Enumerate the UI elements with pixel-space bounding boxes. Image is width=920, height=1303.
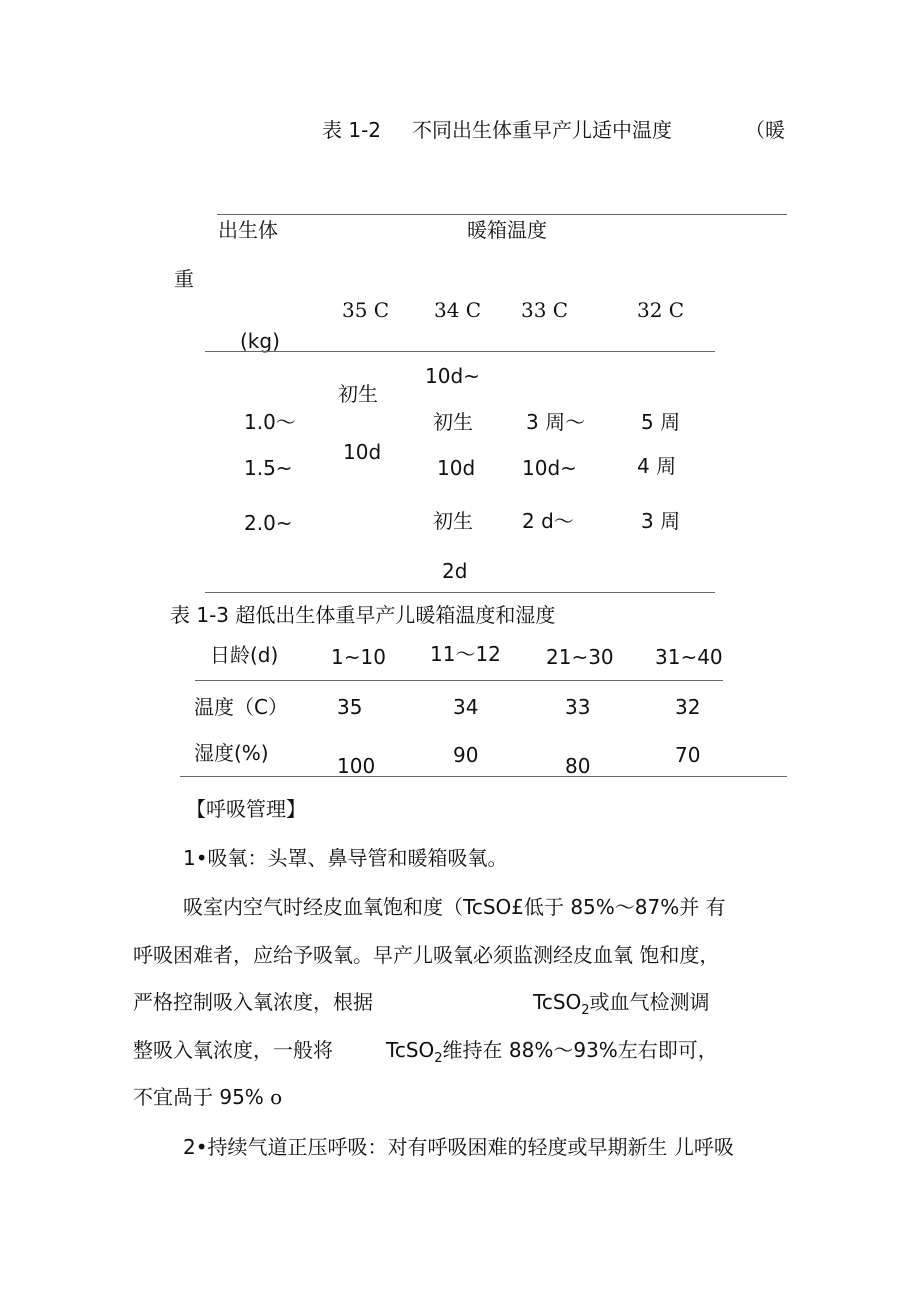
row-age-v3: 21~30 <box>546 645 614 669</box>
row-age-v1: 1~10 <box>331 645 386 669</box>
header-weight-unit: (kg) <box>240 329 280 353</box>
item-1-oxygen: 1•吸氧：头罩、鼻导管和暖箱吸氧。 <box>183 846 508 870</box>
row-humidity-v4: 70 <box>675 743 701 767</box>
paragraph-line-5: 不宜咼于 95% o <box>133 1085 283 1109</box>
row-age-label: 日龄(d) <box>210 643 279 667</box>
row-age-v2: 11～12 <box>430 642 501 666</box>
cell-34-a: 10d~ <box>425 364 480 388</box>
header-incubator-temp: 暖箱温度 <box>467 218 547 242</box>
table12-caption-text: 不同出生体重早产儿适中温度 <box>412 118 672 142</box>
table13-caption: 表 1-3 超低出生体重早产儿暖箱温度和湿度 <box>170 603 556 627</box>
cell-32-a: 5 周 <box>641 410 681 434</box>
cell-35-b: 10d <box>343 440 382 464</box>
cell-34-d: 初生 <box>433 509 473 533</box>
paragraph-line-1: 吸室内空气时经皮血氧饱和度（TcSO£低于 85%～87%并 有 <box>183 895 726 919</box>
row-temp-v1: 35 <box>337 695 363 719</box>
row-temp-v4: 32 <box>675 695 701 719</box>
cell-34-b: 初生 <box>433 410 473 434</box>
cell-35-a: 初生 <box>338 382 378 406</box>
cell-32-c: 3 周 <box>641 509 681 533</box>
row-humidity-label: 湿度(%) <box>194 741 269 765</box>
paragraph-line-2: 呼吸困难者，应给予吸氧。早产儿吸氧必须监测经皮血氧 饱和度， <box>133 943 720 967</box>
table12-top-rule <box>217 214 787 215</box>
row-age-v4: 31~40 <box>655 645 723 669</box>
cell-33-b: 10d~ <box>522 456 577 480</box>
section-title: 【呼吸管理】 <box>186 797 306 821</box>
row-temp-v2: 34 <box>453 695 479 719</box>
cell-32-b: 4 周 <box>637 454 677 478</box>
header-temp-33: 33 C <box>521 298 569 322</box>
table12-caption-label: 表 1-2 <box>322 118 382 142</box>
paragraph-line-3-tail: TcSO$_2$或血气检测调 <box>533 990 710 1018</box>
table12-header-rule <box>205 351 715 352</box>
cell-weight-2: 1.5~ <box>244 456 293 480</box>
cell-33-c: 2 d～ <box>522 509 574 533</box>
cell-weight-3: 2.0~ <box>244 511 293 535</box>
row-humidity-v2: 90 <box>453 743 479 767</box>
row-temp-label: 温度（C） <box>194 695 288 719</box>
table13-header-rule <box>195 680 723 681</box>
paragraph-line-3: 严格控制吸入氧浓度，根据 <box>133 990 373 1014</box>
paragraph-line-4: 整吸入氧浓度，一般将 <box>133 1038 333 1062</box>
row-humidity-v1: 100 <box>337 754 376 778</box>
row-humidity-v3: 80 <box>565 754 591 778</box>
paragraph-line-4-tail: TcSO$_2$维持在 88%～93%左右即可， <box>386 1038 718 1066</box>
table12-bottom-rule <box>205 592 715 593</box>
header-weight-part1: 出生体 <box>218 218 278 242</box>
cell-34-c: 10d <box>437 456 476 480</box>
table12-caption-tail: （暖 <box>745 118 785 142</box>
cell-34-e: 2d <box>442 559 468 583</box>
item-2-cpap: 2•持续气道正压呼吸：对有呼吸困难的轻度或早期新生 儿呼吸 <box>183 1135 734 1159</box>
table13-bottom-rule <box>180 776 787 777</box>
header-temp-34: 34 C <box>434 298 482 322</box>
header-temp-35: 35 C <box>342 298 390 322</box>
header-weight-part2: 重 <box>174 267 194 291</box>
row-temp-v3: 33 <box>565 695 591 719</box>
cell-33-a: 3 周～ <box>526 410 586 434</box>
cell-weight-1: 1.0～ <box>244 410 296 434</box>
header-temp-32: 32 C <box>637 298 685 322</box>
